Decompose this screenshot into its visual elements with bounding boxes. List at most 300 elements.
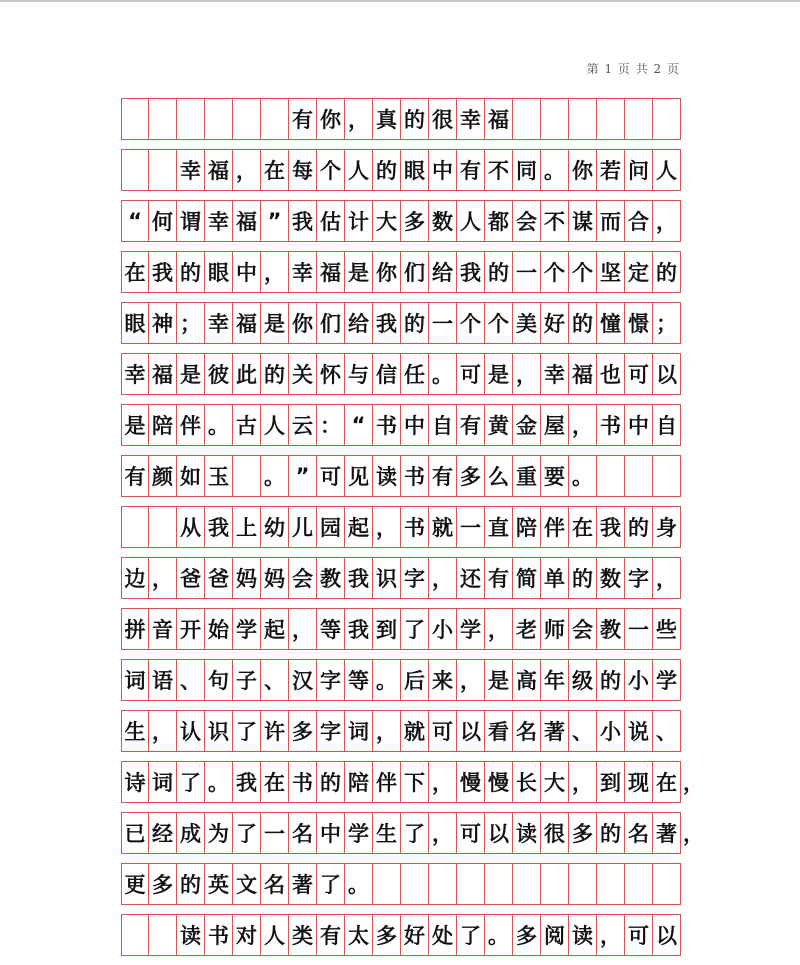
- grid-cell: 可: [457, 813, 485, 853]
- grid-cell: 的: [625, 507, 653, 547]
- grid-cell: 多: [289, 711, 317, 751]
- grid-cell: 坚: [597, 252, 625, 292]
- grid-cell: 教: [317, 558, 345, 598]
- grid-row: [121, 863, 681, 905]
- grid-cell: 。: [205, 762, 233, 802]
- grid-cell: 的: [177, 252, 205, 292]
- grid-cell: 多: [569, 813, 597, 853]
- grid-cell: 福: [205, 150, 233, 190]
- grid-cell: 中: [401, 405, 429, 445]
- grid-cell: 认: [177, 711, 205, 751]
- grid-cell: 。: [429, 354, 457, 394]
- grid-cell: 。: [205, 405, 233, 445]
- grid-cell: 从: [177, 507, 205, 547]
- grid-cell: 你: [569, 150, 597, 190]
- grid-cell: 憬: [625, 303, 653, 343]
- grid-cell: 可: [317, 456, 345, 496]
- grid-cell: 高: [513, 660, 541, 700]
- grid-cell: [149, 507, 177, 547]
- grid-cell: 我: [457, 252, 485, 292]
- grid-cell: 书: [401, 456, 429, 496]
- grid-cell: 人: [345, 150, 373, 190]
- top-border-line: [0, 0, 800, 2]
- grid-cell: 中: [317, 813, 345, 853]
- grid-cell: 金: [513, 405, 541, 445]
- grid-cell: 幸: [205, 303, 233, 343]
- grid-cell: [653, 456, 681, 496]
- grid-cell: 大: [541, 762, 569, 802]
- grid-cell: 了: [401, 609, 429, 649]
- grid-cell: 都: [485, 201, 513, 241]
- grid-cell: 么: [485, 456, 513, 496]
- grid-cell: 是: [345, 252, 373, 292]
- grid-cell: 如: [177, 456, 205, 496]
- grid-cell: 关: [289, 354, 317, 394]
- grid-cell: ，: [653, 201, 681, 241]
- grid-row: [121, 659, 681, 701]
- grid-row: [121, 761, 704, 803]
- grid-cell: 起: [261, 609, 289, 649]
- grid-cell: 人: [261, 405, 289, 445]
- grid-cell: 信: [373, 354, 401, 394]
- grid-cell: 老: [513, 609, 541, 649]
- grid-cell: 些: [653, 609, 681, 649]
- grid-cell: 不: [541, 201, 569, 241]
- grid-cell: 玉: [205, 456, 233, 496]
- grid-cell: 开: [177, 609, 205, 649]
- grid-cell: [149, 150, 177, 190]
- grid-cell: 的: [401, 303, 429, 343]
- grid-cell: [149, 99, 177, 139]
- grid-cell: 音: [149, 609, 177, 649]
- grid-cell: 多: [457, 456, 485, 496]
- grid-cell: 到: [373, 609, 401, 649]
- grid-cell: 很: [541, 813, 569, 853]
- grid-cell: 对: [233, 915, 261, 955]
- grid-cell: ，: [429, 813, 457, 853]
- grid-cell: 们: [317, 303, 345, 343]
- grid-cell: 一: [261, 813, 289, 853]
- grid-cell: [513, 864, 541, 904]
- grid-cell: 直: [485, 507, 513, 547]
- grid-cell: 会: [569, 609, 597, 649]
- grid-cell: 中: [429, 150, 457, 190]
- grid-cell: 一: [513, 252, 541, 292]
- grid-cell: 、: [653, 711, 681, 751]
- grid-cell: [121, 507, 149, 547]
- grid-cell: 我: [205, 507, 233, 547]
- grid-cell: [569, 99, 597, 139]
- grid-cell: 诗: [121, 762, 149, 802]
- grid-cell: ，: [429, 762, 457, 802]
- grid-cell: 读: [569, 915, 597, 955]
- grid-cell: “: [121, 201, 149, 241]
- grid-cell: 等: [345, 660, 373, 700]
- grid-cell: 。: [373, 660, 401, 700]
- grid-cell: 是: [261, 303, 289, 343]
- grid-row: [121, 404, 681, 446]
- grid-cell: 书: [373, 405, 401, 445]
- grid-cell: 重: [513, 456, 541, 496]
- grid-cell: 了: [317, 864, 345, 904]
- grid-cell: [625, 864, 653, 904]
- grid-cell: 是: [121, 405, 149, 445]
- grid-cell: ，: [653, 558, 681, 598]
- grid-cell: 神: [149, 303, 177, 343]
- grid-cell: 黄: [485, 405, 513, 445]
- grid-cell: 还: [457, 558, 485, 598]
- grid-cell: 单: [541, 558, 569, 598]
- grid-cell: 任: [401, 354, 429, 394]
- grid-cell: 的: [373, 150, 401, 190]
- grid-cell: [177, 99, 205, 139]
- grid-cell: 。: [569, 456, 597, 496]
- grid-cell: 识: [373, 558, 401, 598]
- grid-cell: 陪: [513, 507, 541, 547]
- grid-cell: [121, 915, 149, 955]
- grid-cell: 幸: [205, 201, 233, 241]
- grid-cell: 的: [597, 660, 625, 700]
- grid-cell: 英: [205, 864, 233, 904]
- grid-row: [121, 506, 681, 548]
- grid-cell: 。: [261, 456, 289, 496]
- grid-cell: 你: [289, 303, 317, 343]
- grid-cell: 自: [429, 405, 457, 445]
- grid-cell: 幸: [121, 354, 149, 394]
- grid-row: [121, 251, 681, 293]
- grid-cell: 就: [401, 711, 429, 751]
- grid-row: [121, 302, 681, 344]
- grid-cell: 读: [513, 813, 541, 853]
- grid-cell: 学: [457, 609, 485, 649]
- grid-cell: 伴: [541, 507, 569, 547]
- grid-cell: 以: [457, 711, 485, 751]
- grid-cell: [121, 150, 149, 190]
- grid-cell: 自: [653, 405, 681, 445]
- grid-cell: 小: [625, 660, 653, 700]
- grid-cell: 以: [653, 354, 681, 394]
- grid-cell: [429, 864, 457, 904]
- grid-cell: ，: [457, 660, 485, 700]
- grid-row: [121, 200, 681, 242]
- grid-cell: 著: [541, 711, 569, 751]
- grid-cell: 个: [541, 252, 569, 292]
- grid-cell: 有: [429, 456, 457, 496]
- grid-cell: 了: [233, 711, 261, 751]
- grid-cell: ：: [317, 405, 345, 445]
- grid-row: [121, 812, 704, 854]
- grid-cell: 以: [653, 915, 681, 955]
- grid-cell: ，: [345, 99, 373, 139]
- grid-cell: 、: [177, 660, 205, 700]
- grid-cell: 也: [597, 354, 625, 394]
- grid-cell: 语: [149, 660, 177, 700]
- grid-cell: 此: [233, 354, 261, 394]
- grid-cell: 后: [401, 660, 429, 700]
- grid-cell: 妈: [233, 558, 261, 598]
- grid-cell: 汉: [289, 660, 317, 700]
- grid-cell: 合: [625, 201, 653, 241]
- grid-cell: 在: [569, 507, 597, 547]
- grid-cell: [205, 99, 233, 139]
- grid-cell: [457, 864, 485, 904]
- grid-row: [121, 98, 681, 140]
- grid-cell: 幸: [457, 99, 485, 139]
- grid-cell: 。: [541, 150, 569, 190]
- grid-cell: 在: [653, 762, 681, 802]
- grid-cell: 而: [597, 201, 625, 241]
- grid-cell: 小: [429, 609, 457, 649]
- grid-cell: 中: [625, 405, 653, 445]
- grid-cell: 识: [205, 711, 233, 751]
- grid-cell: 眼: [121, 303, 149, 343]
- grid-row: [121, 557, 681, 599]
- grid-cell: ”: [261, 201, 289, 241]
- grid-cell: 很: [429, 99, 457, 139]
- grid-cell: 我: [345, 609, 373, 649]
- grid-cell: ，: [373, 507, 401, 547]
- grid-cell: 眼: [205, 252, 233, 292]
- grid-cell: 会: [513, 201, 541, 241]
- grid-cell: ，: [569, 762, 597, 802]
- grid-cell: 谋: [569, 201, 597, 241]
- grid-cell: 陪: [345, 762, 373, 802]
- grid-cell: 个: [457, 303, 485, 343]
- grid-cell: 已: [121, 813, 149, 853]
- grid-cell: 起: [345, 507, 373, 547]
- grid-cell: 、: [569, 711, 597, 751]
- grid-cell: 的: [569, 558, 597, 598]
- grid-cell: 福: [233, 201, 261, 241]
- grid-cell: 幸: [541, 354, 569, 394]
- grid-cell: 有: [289, 99, 317, 139]
- grid-cell: 园: [317, 507, 345, 547]
- grid-cell: 一: [457, 507, 485, 547]
- grid-cell: 的: [401, 99, 429, 139]
- overflow-punctuation: ，: [683, 771, 704, 795]
- grid-cell: ，: [597, 915, 625, 955]
- grid-cell: 说: [625, 711, 653, 751]
- grid-cell: 为: [205, 813, 233, 853]
- grid-cell: 与: [345, 354, 373, 394]
- grid-cell: 可: [625, 354, 653, 394]
- grid-cell: 子: [233, 660, 261, 700]
- grid-cell: 年: [541, 660, 569, 700]
- grid-cell: 了: [457, 915, 485, 955]
- grid-cell: 的: [261, 354, 289, 394]
- grid-cell: 慢: [485, 762, 513, 802]
- grid-cell: 福: [149, 354, 177, 394]
- grid-cell: 要: [541, 456, 569, 496]
- grid-cell: 是: [177, 354, 205, 394]
- grid-cell: [373, 864, 401, 904]
- grid-cell: 、: [261, 660, 289, 700]
- grid-cell: 名: [261, 864, 289, 904]
- grid-cell: 名: [513, 711, 541, 751]
- grid-cell: 爸: [177, 558, 205, 598]
- grid-cell: 怀: [317, 354, 345, 394]
- grid-cell: 福: [233, 303, 261, 343]
- grid-cell: 幸: [177, 150, 205, 190]
- grid-cell: 爸: [205, 558, 233, 598]
- grid-cell: 可: [457, 354, 485, 394]
- grid-cell: 处: [429, 915, 457, 955]
- grid-row: [121, 710, 681, 752]
- grid-cell: 字: [317, 711, 345, 751]
- grid-cell: 定: [625, 252, 653, 292]
- grid-cell: 等: [317, 609, 345, 649]
- grid-cell: 个: [485, 303, 513, 343]
- grid-cell: [625, 99, 653, 139]
- grid-cell: 美: [513, 303, 541, 343]
- grid-cell: 学: [653, 660, 681, 700]
- grid-cell: 有: [317, 915, 345, 955]
- page-number: 第 1 页 共 2 页: [586, 62, 680, 76]
- grid-cell: 书: [597, 405, 625, 445]
- grid-cell: 身: [653, 507, 681, 547]
- grid-cell: 字: [625, 558, 653, 598]
- grid-cell: 读: [177, 915, 205, 955]
- grid-cell: 估: [317, 201, 345, 241]
- grid-row: [121, 608, 681, 650]
- grid-cell: 生: [373, 813, 401, 853]
- grid-cell: 在: [261, 150, 289, 190]
- grid-cell: 是: [485, 354, 513, 394]
- grid-cell: 我: [597, 507, 625, 547]
- grid-cell: 著: [653, 813, 681, 853]
- grid-cell: 名: [625, 813, 653, 853]
- grid-cell: 学: [233, 609, 261, 649]
- grid-cell: 陪: [149, 405, 177, 445]
- grid-cell: [121, 99, 149, 139]
- grid-cell: 我: [233, 762, 261, 802]
- grid-cell: 太: [345, 915, 373, 955]
- grid-cell: 多: [401, 201, 429, 241]
- grid-cell: 以: [485, 813, 513, 853]
- grid-cell: 有: [457, 150, 485, 190]
- grid-cell: 。: [345, 864, 373, 904]
- grid-cell: 一: [429, 303, 457, 343]
- grid-cell: 会: [289, 558, 317, 598]
- grid-cell: 中: [233, 252, 261, 292]
- grid-cell: [653, 864, 681, 904]
- grid-cell: [541, 99, 569, 139]
- grid-cell: 数: [597, 558, 625, 598]
- grid-cell: 不: [485, 150, 513, 190]
- grid-cell: 我: [373, 303, 401, 343]
- grid-cell: 成: [177, 813, 205, 853]
- grid-cell: 拼: [121, 609, 149, 649]
- grid-cell: 云: [289, 405, 317, 445]
- grid-cell: 多: [373, 915, 401, 955]
- grid-cell: 可: [429, 711, 457, 751]
- grid-cell: 师: [541, 609, 569, 649]
- grid-cell: ，: [261, 252, 289, 292]
- grid-cell: 边: [121, 558, 149, 598]
- grid-cell: ，: [485, 609, 513, 649]
- grid-cell: 真: [373, 99, 401, 139]
- grid-cell: [653, 99, 681, 139]
- grid-cell: 了: [401, 813, 429, 853]
- grid-cell: 若: [597, 150, 625, 190]
- grid-cell: 彼: [205, 354, 233, 394]
- grid-cell: 上: [233, 507, 261, 547]
- grid-cell: 下: [401, 762, 429, 802]
- grid-cell: [597, 456, 625, 496]
- grid-cell: 经: [149, 813, 177, 853]
- grid-cell: [401, 864, 429, 904]
- grid-cell: 福: [485, 99, 513, 139]
- grid-cell: [513, 99, 541, 139]
- grid-cell: 儿: [289, 507, 317, 547]
- grid-cell: 在: [121, 252, 149, 292]
- grid-cell: [569, 864, 597, 904]
- grid-row: [121, 914, 681, 956]
- grid-cell: 多: [149, 864, 177, 904]
- grid-cell: 我: [289, 201, 317, 241]
- grid-cell: 书: [401, 507, 429, 547]
- grid-cell: 到: [597, 762, 625, 802]
- grid-cell: 大: [373, 201, 401, 241]
- grid-cell: 伴: [177, 405, 205, 445]
- grid-cell: 简: [513, 558, 541, 598]
- grid-cell: 有: [457, 405, 485, 445]
- grid-cell: 更: [121, 864, 149, 904]
- grid-cell: 字: [401, 558, 429, 598]
- grid-cell: 古: [233, 405, 261, 445]
- grid-cell: 的: [177, 864, 205, 904]
- grid-cell: 的: [569, 303, 597, 343]
- grid-cell: 看: [485, 711, 513, 751]
- grid-cell: 见: [345, 456, 373, 496]
- grid-cell: 了: [177, 762, 205, 802]
- grid-cell: 类: [289, 915, 317, 955]
- grid-cell: 教: [597, 609, 625, 649]
- grid-cell: 数: [429, 201, 457, 241]
- grid-cell: [597, 99, 625, 139]
- grid-cell: 读: [373, 456, 401, 496]
- grid-cell: [149, 915, 177, 955]
- grid-cell: ，: [149, 711, 177, 751]
- grid-cell: 长: [513, 762, 541, 802]
- grid-cell: 来: [429, 660, 457, 700]
- grid-cell: ，: [149, 558, 177, 598]
- grid-cell: 阅: [541, 915, 569, 955]
- grid-cell: 的: [485, 252, 513, 292]
- grid-cell: 小: [597, 711, 625, 751]
- grid-cell: 我: [345, 558, 373, 598]
- grid-cell: 是: [485, 660, 513, 700]
- grid-cell: 学: [345, 813, 373, 853]
- grid-cell: 个: [569, 252, 597, 292]
- grid-cell: 福: [569, 354, 597, 394]
- overflow-punctuation: ，: [683, 822, 704, 846]
- grid-row: [121, 455, 681, 497]
- grid-cell: 何: [149, 201, 177, 241]
- grid-cell: 谓: [177, 201, 205, 241]
- grid-cell: 人: [261, 915, 289, 955]
- grid-cell: 眼: [401, 150, 429, 190]
- grid-cell: 伴: [373, 762, 401, 802]
- grid-cell: 词: [149, 762, 177, 802]
- grid-cell: 著: [289, 864, 317, 904]
- grid-cell: 给: [345, 303, 373, 343]
- grid-cell: 始: [205, 609, 233, 649]
- grid-cell: 句: [205, 660, 233, 700]
- grid-cell: 慢: [457, 762, 485, 802]
- grid-cell: 名: [289, 813, 317, 853]
- grid-cell: 计: [345, 201, 373, 241]
